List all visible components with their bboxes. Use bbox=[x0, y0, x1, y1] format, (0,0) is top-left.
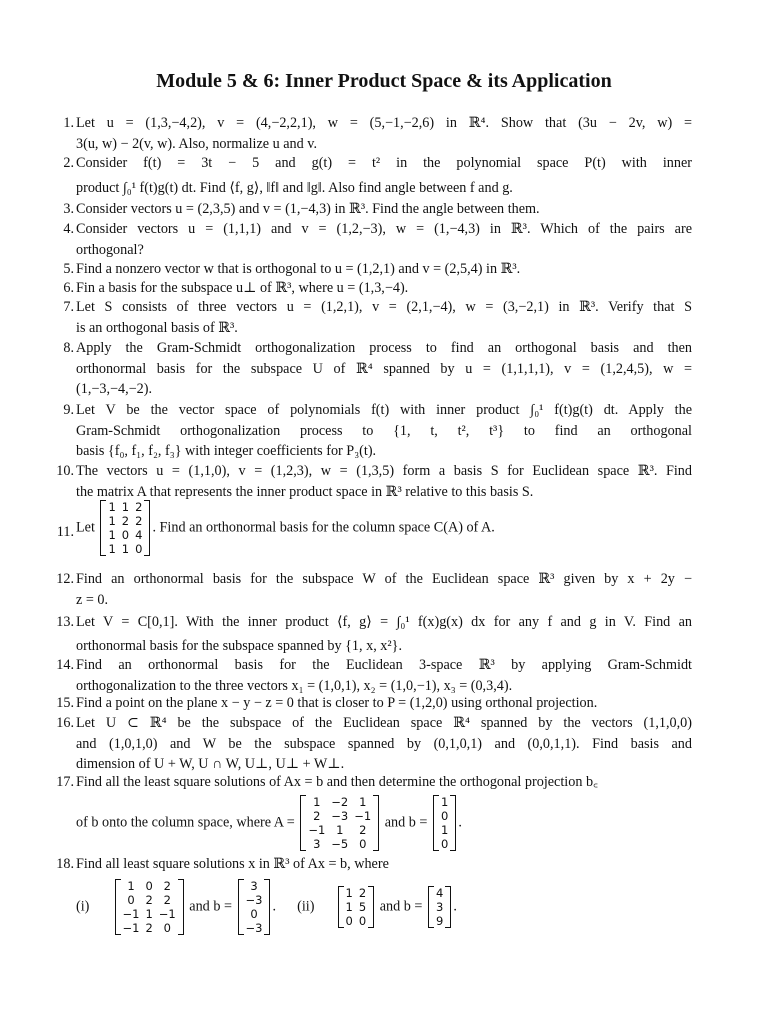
matrix-A bbox=[300, 795, 379, 851]
matrix-A bbox=[100, 500, 150, 556]
matrix-entry: 0 bbox=[163, 920, 171, 935]
matrix-entry: 2 bbox=[121, 514, 130, 528]
matrix-entry: 1 bbox=[440, 822, 449, 837]
matrix-entry: −3 bbox=[245, 892, 263, 907]
matrix-entry: 0 bbox=[135, 542, 143, 556]
matrix-entry: −1 bbox=[354, 808, 372, 823]
matrix-entry: 1 bbox=[108, 514, 116, 528]
matrix-entry: 3 bbox=[313, 836, 321, 851]
problem-number: 4. bbox=[63, 221, 74, 237]
problem-text-line: The vectors u = (1,1,0), v = (1,2,3), w = (1,3,5) form a basis S for Euclidean space ℝ³. Find bbox=[76, 463, 692, 479]
matrix-entry: −1 bbox=[158, 906, 176, 921]
matrix-entry: 2 bbox=[163, 892, 171, 907]
problem-15 bbox=[56, 693, 692, 714]
problem-number: 7. bbox=[63, 299, 74, 315]
problem-text: of b onto the column space, where A = bbox=[76, 813, 295, 830]
problem-text-line: Find an orthonormal basis for the Euclidean 3-space ℝ³ by applying Gram-Schmidt bbox=[76, 657, 692, 673]
problem-17 bbox=[56, 772, 692, 851]
problem-5 bbox=[63, 259, 692, 280]
problem-text-line: (1,−3,−4,−2). bbox=[76, 381, 153, 397]
matrix-entry: 0 bbox=[145, 878, 153, 893]
matrix-entry: 2 bbox=[358, 885, 367, 900]
problem-18 bbox=[56, 854, 692, 935]
matrix-entry: 1 bbox=[345, 899, 353, 914]
matrix-entry: 0 bbox=[358, 913, 367, 928]
matrix-entry: 1 bbox=[336, 822, 344, 837]
problem-text-line: Fin a basis for the subspace u⊥ of ℝ³, where u = (1,3,−4). bbox=[76, 280, 409, 296]
matrix-entry: 0 bbox=[440, 836, 449, 851]
problem-text-line: Find an orthonormal basis for the subspace W of the Euclidean space ℝ³ given by x + 2y − bbox=[76, 571, 692, 587]
matrix-entry: 1 bbox=[145, 906, 153, 921]
matrix-entry: 2 bbox=[313, 808, 321, 823]
matrix-entry: 2 bbox=[135, 514, 143, 528]
problem-number: 1. bbox=[63, 115, 74, 131]
problem-text-line: z = 0. bbox=[76, 591, 109, 608]
problem-6 bbox=[63, 278, 692, 299]
problem-1 bbox=[63, 113, 692, 154]
problem-number: 17. bbox=[56, 774, 74, 790]
matrix-entry: 1 bbox=[108, 528, 116, 542]
matrix-A-part-i bbox=[115, 879, 184, 935]
matrix-entry: 5 bbox=[358, 899, 367, 914]
matrix-entry: 2 bbox=[359, 822, 367, 837]
matrix-entry: 0 bbox=[250, 906, 258, 921]
problem-number: 12. bbox=[56, 571, 74, 587]
problem-2 bbox=[63, 153, 692, 198]
problem-number: 15. bbox=[56, 695, 74, 711]
part-label: (ii) bbox=[297, 897, 315, 914]
problem-text-line: Find all least square solutions x in ℝ³ of Ax = b, where bbox=[76, 856, 389, 872]
matrix-entry: −1 bbox=[122, 906, 140, 921]
problem-number: 5. bbox=[63, 261, 74, 277]
problem-text-line: Let V be the vector space of polynomials f(t) with inner product ∫₀¹ f(t)g(t) dt. Apply the bbox=[76, 402, 692, 418]
problem-parts bbox=[76, 879, 692, 935]
problem-text-line: Find all the least square solutions of Ax = b and then determine the orthogonal projection b꜀ bbox=[76, 774, 598, 790]
problem-text-line: Consider vectors u = (2,3,5) and v = (1,−4,3) in ℝ³. Find the angle between them. bbox=[76, 201, 540, 217]
problem-text-line bbox=[76, 795, 692, 851]
matrix-entry: 3 bbox=[435, 899, 444, 914]
problem-text-line: 3(u, w) − 2(v, w). Also, normalize u and v. bbox=[76, 135, 317, 152]
matrix-entry: 1 bbox=[108, 542, 116, 556]
matrix-entry: −3 bbox=[331, 808, 349, 823]
problem-text-line: Let U ⊂ ℝ⁴ be the subspace of the Euclidean space ℝ⁴ spanned by the vectors (1,1,0,0) bbox=[76, 715, 692, 731]
problem-text-line: the matrix A that represents the inner product space in ℝ³ relative to this basis S. bbox=[76, 483, 534, 500]
problem-4 bbox=[63, 219, 692, 260]
problem-text-line: Let u = (1,3,−4,2), v = (4,−2,2,1), w = (5,−1,−2,6) in ℝ⁴. Show that (3u − 2v, w) = bbox=[76, 115, 692, 131]
problem-number: 13. bbox=[56, 614, 74, 630]
matrix-entry: 0 bbox=[345, 913, 353, 928]
matrix-entry: 1 bbox=[108, 500, 116, 514]
vector-b-part-i bbox=[238, 879, 271, 935]
matrix-entry: 1 bbox=[121, 542, 130, 556]
problem-number: 16. bbox=[56, 715, 74, 731]
matrix-entry: 0 bbox=[440, 808, 449, 823]
matrix-entry: 1 bbox=[359, 794, 367, 809]
problem-text-line: Consider vectors u = (1,1,1) and v = (1,2,−3), w = (1,−4,3) in ℝ³. Which of the pairs are bbox=[76, 221, 692, 237]
problem-13 bbox=[56, 612, 692, 656]
matrix-entry: 1 bbox=[440, 794, 449, 809]
problem-16 bbox=[56, 713, 692, 775]
problem-text-line: Find a point on the plane x − y − z = 0 that is closer to P = (1,2,0) using orthonal projection. bbox=[76, 695, 598, 711]
matrix-entry: −2 bbox=[331, 794, 349, 809]
problem-number: 8. bbox=[63, 340, 74, 356]
matrix-entry: 3 bbox=[250, 878, 258, 893]
problem-7 bbox=[63, 297, 692, 338]
matrix-entry: 2 bbox=[163, 878, 171, 893]
matrix-entry: 9 bbox=[435, 913, 444, 928]
problem-text: . bbox=[272, 897, 277, 914]
problem-text: . bbox=[458, 813, 462, 830]
page-title: Module 5 & 6: Inner Product Space & its Application bbox=[156, 70, 612, 92]
problem-9 bbox=[63, 400, 692, 462]
problem-text-line: Consider f(t) = 3t − 5 and g(t) = t² in the polynomial space P(t) with inner bbox=[76, 155, 692, 171]
problem-text-line: Let V = C[0,1]. With the inner product ⟨f, g⟩ = ∫₀¹ f(x)g(x) dx for any f and g in V. Find an bbox=[76, 614, 692, 630]
problem-number: 2. bbox=[63, 155, 74, 171]
problem-number: 14. bbox=[56, 657, 74, 673]
problem-text-line: orthogonal? bbox=[76, 241, 144, 258]
matrix-entry: 0 bbox=[121, 528, 130, 542]
matrix-A-part-ii bbox=[338, 886, 375, 928]
problem-text-line: Let S consists of three vectors u = (1,2,1), v = (2,1,−4), w = (3,−2,1) in ℝ³. Verify that S bbox=[76, 299, 692, 315]
problem-text-line: is an orthogonal basis of ℝ³. bbox=[76, 319, 238, 336]
part-label: (i) bbox=[76, 897, 90, 914]
matrix-entry: 0 bbox=[127, 892, 135, 907]
problem-number: 11. bbox=[56, 524, 74, 540]
problem-8 bbox=[63, 338, 692, 400]
vector-b-part-ii bbox=[428, 886, 451, 928]
matrix-entry: 2 bbox=[145, 920, 153, 935]
problem-text-line: product ∫₀¹ f(t)g(t) dt. Find ⟨f, g⟩, ‖f‖ and ‖g‖. Also find angle between f and g. bbox=[76, 179, 513, 196]
problem-number: 3. bbox=[63, 201, 74, 217]
problem-text: . bbox=[453, 897, 457, 914]
problem-14 bbox=[56, 655, 692, 696]
matrix-entry: −5 bbox=[331, 836, 349, 851]
matrix-entry: 1 bbox=[121, 500, 130, 514]
matrix-entry: 2 bbox=[145, 892, 153, 907]
problem-3 bbox=[63, 199, 692, 220]
matrix-entry: −1 bbox=[122, 920, 140, 935]
problem-text-line: Apply the Gram-Schmidt orthogonalization process to find an orthogonal basis and then bbox=[76, 340, 692, 356]
problem-11 bbox=[56, 500, 692, 556]
matrix-entry: −1 bbox=[308, 822, 326, 837]
matrix-entry: 2 bbox=[135, 500, 143, 514]
matrix-entry: 1 bbox=[345, 885, 353, 900]
problem-number: 9. bbox=[63, 402, 74, 418]
problem-text: and b = bbox=[379, 897, 423, 914]
problem-text: . Find an orthonormal basis for the column space C(A) of A. bbox=[152, 519, 495, 536]
problem-text-line: basis {f₀, f₁, f₂, f₃} with integer coefficients for P₃(t). bbox=[76, 443, 377, 459]
problem-text-line: and (1,0,1,0) and W be the subspace spanned by (0,1,0,1) and (0,0,1,1). Find basis and bbox=[76, 735, 692, 752]
problem-number: 18. bbox=[56, 856, 74, 872]
problem-text-line: Find a nonzero vector w that is orthogonal to u = (1,2,1) and v = (2,5,4) in ℝ³. bbox=[76, 261, 521, 277]
problem-text-line: orthonormal basis for the subspace spanned by {1, x, x²}. bbox=[76, 637, 402, 654]
matrix-entry: 4 bbox=[435, 885, 444, 900]
matrix-entry: 0 bbox=[359, 836, 367, 851]
problem-10 bbox=[56, 461, 692, 502]
problem-text-line: orthogonalization to the three vectors x₁ = (1,0,1), x₂ = (1,0,−1), x₃ = (0,3,4). bbox=[76, 677, 513, 694]
problem-number: 10. bbox=[56, 463, 74, 479]
problem-text: Let bbox=[76, 519, 95, 536]
problem-text: and b = bbox=[384, 813, 428, 830]
problem-text: and b = bbox=[189, 897, 232, 914]
problem-number: 6. bbox=[63, 280, 74, 296]
matrix-entry: 1 bbox=[313, 794, 321, 809]
matrix-entry: 4 bbox=[135, 528, 143, 542]
vector-b bbox=[433, 795, 456, 851]
problem-12 bbox=[56, 569, 692, 610]
problem-text-line: Gram-Schmidt orthogonalization process to {1, t, t², t³} to find an orthogonal bbox=[76, 422, 692, 439]
matrix-entry: −3 bbox=[245, 920, 263, 935]
problem-text-line: orthonormal basis for the subspace U of ℝ⁴ spanned by u = (1,1,1,1), v = (1,2,4,5), w = bbox=[76, 360, 692, 377]
problem-text-line: dimension of U + W, U ∩ W, U⊥, U⊥ + W⊥. bbox=[76, 756, 345, 772]
matrix-entry: 1 bbox=[127, 878, 135, 893]
